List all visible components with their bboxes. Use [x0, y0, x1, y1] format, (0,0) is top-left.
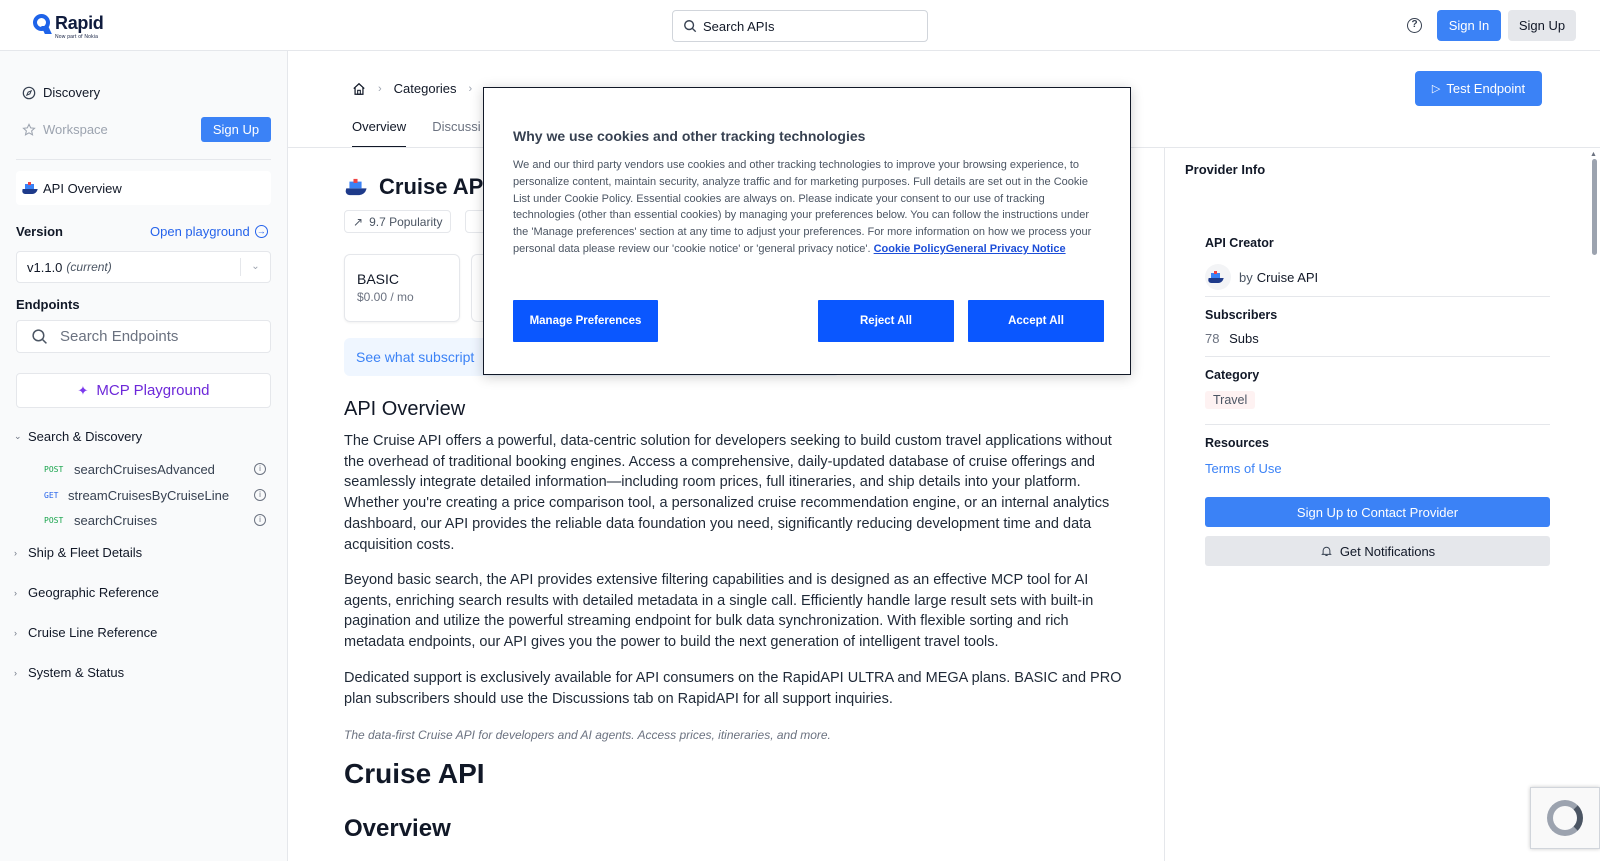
- get-notifications-button[interactable]: [1205, 536, 1550, 566]
- overview-heading: API Overview: [344, 398, 466, 420]
- popularity-text: 9.7 Popularity: [369, 214, 443, 229]
- readme-overview-heading: Overview: [344, 815, 451, 842]
- group-cruise-line[interactable]: [14, 625, 157, 640]
- divider: [16, 159, 271, 160]
- group-ship-fleet[interactable]: [14, 545, 142, 560]
- cookie-policy-link[interactable]: Cookie Policy: [873, 242, 946, 255]
- description-paragraph: Beyond basic search, the API provides extensive filtering capabilities and is designed as an effective MCP tool for AI agents, enriching search results with detailed metadata in a single call. Efficiently handle large result sets with built-in pagination and utilize the powerful streaming endpoint for bulk data synchronization. With flexible sorting and rich metadata endpoints, our API gives you the power to build the next generation of intelligent travel tools.: [344, 572, 1094, 651]
- scrollbar-thumb[interactable]: [1592, 159, 1597, 255]
- category-label: Category: [1205, 368, 1260, 382]
- recaptcha-icon: [1547, 800, 1583, 836]
- method-badge: POST: [44, 465, 64, 474]
- chevron-right-icon: ›: [14, 547, 17, 558]
- chevron-right-icon: ›: [14, 667, 17, 678]
- plan-card-basic[interactable]: [344, 254, 460, 322]
- plan-price: $0.00 / mo: [357, 290, 414, 304]
- method-badge: GET: [44, 491, 59, 500]
- endpoint-item[interactable]: [44, 462, 266, 477]
- chevron-down-icon: ⌄: [240, 258, 270, 276]
- readme-title: Cruise API: [344, 758, 485, 789]
- logo-text: Rapid: [55, 13, 104, 33]
- sidebar-item-workspace[interactable]: [22, 122, 108, 137]
- mcp-playground-button[interactable]: [16, 373, 271, 408]
- open-playground-link[interactable]: [150, 224, 268, 239]
- play-icon: ▷: [1431, 83, 1441, 95]
- cruise-ship-icon: [22, 182, 37, 194]
- mcp-playground-label: MCP Playground: [96, 382, 210, 399]
- recaptcha-badge[interactable]: [1530, 787, 1600, 849]
- reject-all-button[interactable]: Reject All: [818, 300, 954, 342]
- sign-in-button[interactable]: Sign In: [1437, 10, 1501, 41]
- endpoint-item[interactable]: [44, 488, 266, 503]
- search-icon: [683, 19, 697, 33]
- sidebar-item-label: Workspace: [43, 122, 108, 137]
- star-icon: [22, 123, 36, 137]
- by-label: by: [1239, 269, 1253, 285]
- chevron-down-icon: ⌄: [14, 431, 22, 441]
- subscribers-number: 78: [1205, 331, 1220, 346]
- endpoint-item[interactable]: [44, 513, 266, 528]
- chevron-right-icon: ›: [378, 82, 382, 95]
- breadcrumb-categories[interactable]: Categories: [393, 81, 457, 96]
- group-label: Search & Discovery: [28, 429, 143, 444]
- info-icon[interactable]: i: [254, 463, 266, 475]
- divider: [1205, 356, 1550, 357]
- description-paragraph: The Cruise API offers a powerful, data-centric solution for developers seeking to build custom travel applications without the overhead of traditional booking engines. Access a comprehensive, daily-updated database of cruise offerings and seamlessly integrate detailed information—including room prices, full itineraries, and ship details into your platform. Whether you're creating a price comparison tool, a personalized cruise recommendation engine, or an internal analytics dashboard, our API provides the reliable data foundation you need, significantly reducing development time and data acquisition costs.: [344, 433, 1112, 553]
- arrow-right-circle-icon: →: [256, 226, 266, 236]
- rapid-logo-icon: [33, 13, 51, 33]
- sparkle-icon: ✦: [77, 382, 89, 398]
- tab-discussions[interactable]: Discussi: [432, 119, 481, 134]
- chevron-right-icon: ›: [14, 627, 17, 638]
- group-system-status[interactable]: [14, 665, 124, 680]
- api-title-text: Cruise AP: [379, 174, 484, 199]
- description-paragraph: Dedicated support is exclusively available for API consumers on the RapidAPI ULTRA and MEGA plans. BASIC and PRO plan subscribers should use the Discussions tab on RapidAPI for all support inquiries.: [344, 670, 1122, 707]
- divider: [1205, 296, 1550, 297]
- search-icon: [31, 328, 48, 345]
- sidebar-item-discovery[interactable]: [22, 85, 100, 100]
- cookie-body-text: We and our third party vendors use cookies and other tracking technologies to improve your browsing experience, to personalize content, maintain security, analyze traffic and for marketing purposes. Full details are set out in the Cookie List under Cookie Policy. Essential cookies are always on. Please indicate your consent to our use of tracking technologies (other than essential cookies) by managing your preferences below. You can follow the instructions under the 'Manage preferences' section at any time to adjust your preferences. For more information on how we process your personal data please review our 'cookie notice' or 'general privacy notice'.: [513, 159, 1092, 255]
- tagline: The data-first Cruise API for developers and AI agents. Access prices, itineraries, and more.: [344, 728, 831, 742]
- cruise-ship-icon: [345, 179, 365, 195]
- breadcrumb: [352, 81, 484, 96]
- info-icon[interactable]: i: [254, 514, 266, 526]
- api-creator-label: API Creator: [1205, 236, 1274, 250]
- subscribers-unit: Subs: [1229, 331, 1259, 346]
- tab-overview[interactable]: Overview: [352, 119, 406, 148]
- search-endpoints-input[interactable]: [16, 320, 271, 353]
- version-current: (current): [66, 260, 112, 274]
- version-select[interactable]: [16, 251, 271, 283]
- api-creator[interactable]: [1205, 264, 1318, 290]
- endpoint-name: streamCruisesByCruiseLine: [68, 488, 230, 503]
- divider: [1205, 424, 1550, 425]
- contact-provider-button[interactable]: Sign Up to Contact Provider: [1205, 497, 1550, 527]
- cookie-title: Why we use cookies and other tracking technologies: [513, 128, 866, 144]
- chevron-right-icon: ›: [14, 587, 17, 598]
- info-icon[interactable]: i: [254, 489, 266, 501]
- sign-up-button[interactable]: Sign Up: [1508, 10, 1576, 41]
- group-label: System & Status: [28, 665, 125, 680]
- test-endpoint-button[interactable]: [1415, 71, 1542, 106]
- get-notifications-label: Get Notifications: [1339, 543, 1436, 559]
- chevron-right-icon: ›: [468, 82, 473, 95]
- privacy-notice-link[interactable]: General Privacy Notice: [945, 242, 1066, 255]
- search-apis-input[interactable]: [672, 10, 928, 42]
- subscribers-label: Subscribers: [1205, 308, 1278, 322]
- version-value: v1.1.0: [27, 259, 63, 275]
- sidebar-sign-up-button[interactable]: Sign Up: [201, 117, 271, 142]
- manage-preferences-button[interactable]: Manage Preferences: [513, 300, 658, 342]
- group-label: Ship & Fleet Details: [28, 545, 143, 560]
- popularity-badge: [344, 210, 451, 233]
- group-search-discovery[interactable]: [14, 429, 142, 444]
- home-icon[interactable]: [352, 82, 366, 96]
- bell-icon: [1320, 545, 1333, 557]
- endpoint-name: searchCruises: [74, 513, 158, 528]
- terms-of-use-link[interactable]: Terms of Use: [1205, 461, 1282, 476]
- resources-label: Resources: [1205, 436, 1269, 450]
- avatar: [1205, 264, 1231, 290]
- sidebar: [0, 51, 288, 861]
- category-tag[interactable]: Travel: [1205, 391, 1255, 409]
- api-title: [344, 174, 483, 200]
- test-endpoint-label: Test Endpoint: [1446, 81, 1526, 96]
- group-geographic[interactable]: [14, 585, 159, 600]
- cookie-consent-dialog: [483, 87, 1131, 375]
- help-icon[interactable]: ?: [1407, 18, 1422, 33]
- rapid-logo[interactable]: [33, 13, 104, 40]
- group-label: Geographic Reference: [28, 585, 159, 600]
- group-label: Cruise Line Reference: [28, 625, 158, 640]
- search-placeholder: Search APIs: [703, 18, 775, 34]
- sidebar-item-api-overview[interactable]: [16, 171, 271, 205]
- subscribers-count: [1205, 331, 1259, 346]
- endpoints-label: Endpoints: [16, 297, 80, 312]
- scroll-up-arrow-icon[interactable]: ▲: [1590, 151, 1597, 158]
- cruise-ship-icon: [1208, 271, 1223, 283]
- version-label: Version: [16, 224, 63, 239]
- provider-info-heading: Provider Info: [1185, 162, 1266, 177]
- compass-icon: [22, 86, 36, 100]
- subscriptions-banner[interactable]: See what subscript: [344, 338, 840, 376]
- plan-name: BASIC: [357, 271, 400, 287]
- logo-subtext: Now part of Nokia: [55, 34, 99, 40]
- search-endpoints-placeholder: Search Endpoints: [60, 328, 179, 345]
- accept-all-button[interactable]: Accept All: [968, 300, 1104, 342]
- creator-name: Cruise API: [1256, 269, 1319, 285]
- cookie-body: [513, 157, 1107, 258]
- sidebar-item-label: Discovery: [43, 85, 101, 100]
- method-badge: POST: [44, 516, 64, 525]
- open-playground-label: Open playground: [150, 224, 250, 239]
- provider-info-panel: [1164, 148, 1600, 861]
- sidebar-item-label: API Overview: [43, 180, 122, 196]
- trending-icon: ↗: [353, 214, 364, 229]
- endpoint-name: searchCruisesAdvanced: [74, 462, 215, 477]
- top-header: [0, 0, 1600, 51]
